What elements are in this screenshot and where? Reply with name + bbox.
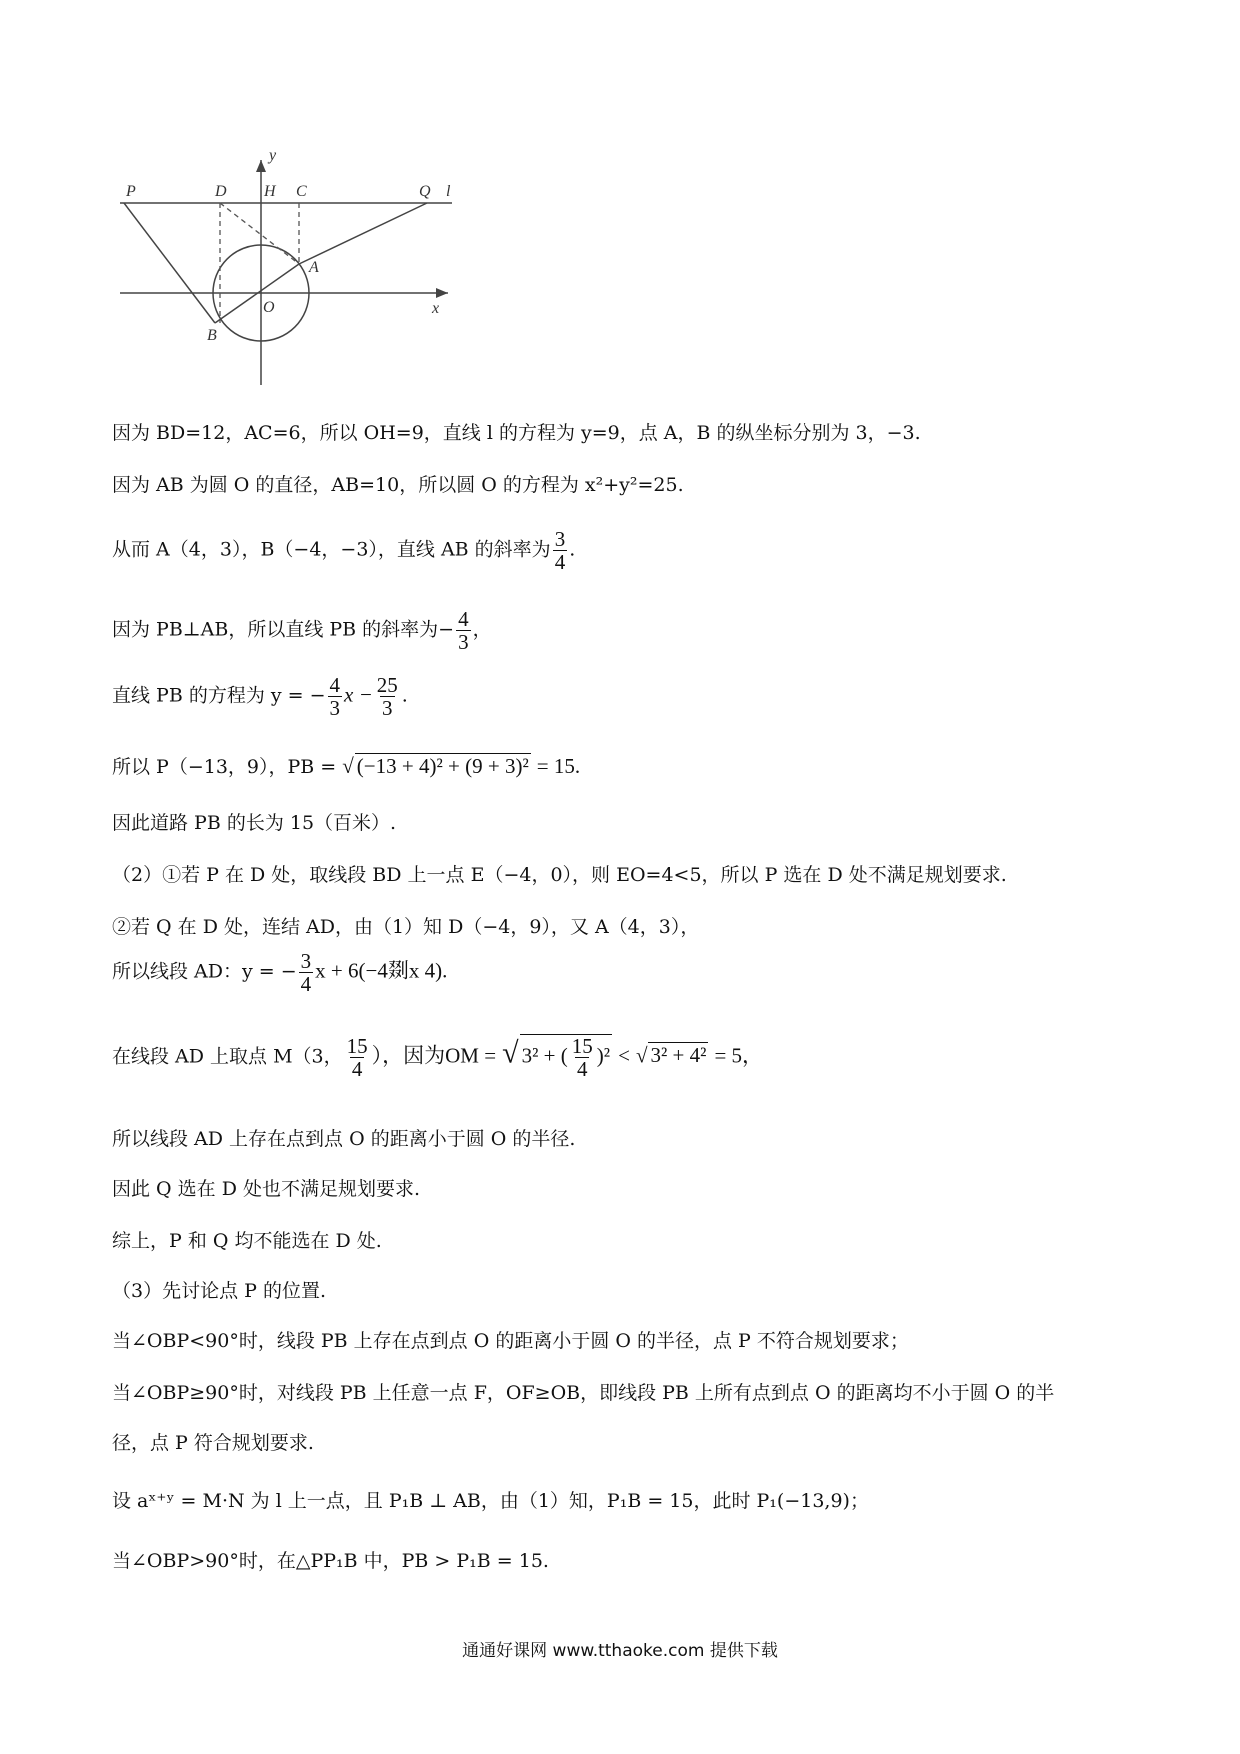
l6-pre: 所以 P（−13，9），PB =	[112, 756, 337, 778]
text-line-18: 径，点 P 符合规划要求.	[112, 1432, 314, 1454]
radical-sign-2: √	[502, 1036, 519, 1070]
l4-pre: 因为 PB⊥AB，所以直线 PB 的斜率为−	[112, 618, 455, 641]
l11-mid: ），因为OM =	[371, 1043, 497, 1068]
label-b: B	[207, 327, 217, 344]
text-line-13: 因此 Q 选在 D 处也不满足规划要求.	[112, 1178, 421, 1200]
text-line-16: 当∠OBP<90°时，线段 PB 上存在点到点 O 的距离小于圆 O 的半径，点 P 不符合规划要求；	[112, 1330, 909, 1352]
text-line-10	[112, 950, 447, 995]
text-line-17: 当∠OBP≥90°时，对线段 PB 上任意一点 F，OF≥OB，即线段 PB 上所有点到点 O 的距离均不小于圆 O 的半	[112, 1382, 1055, 1404]
text-line-9: ②若 Q 在 D 处，连结 AD，由（1）知 D（−4，9），又 A（4，3），	[112, 916, 700, 938]
text-line-3	[112, 528, 575, 573]
text-line-15: （3）先讨论点 P 的位置.	[112, 1280, 326, 1302]
text-line-12: 所以线段 AD 上存在点到点 O 的距离小于圆 O 的半径.	[112, 1128, 576, 1150]
text-line-8: （2）①若 P 在 D 处，取线段 BD 上一点 E（−4，0），则 EO=4<5，所以 P 选在 D 处不满足规划要求.	[112, 864, 1007, 886]
l5-pre: 直线 PB 的方程为 y = −	[112, 684, 326, 707]
label-l: l	[446, 183, 451, 200]
text-line-4	[112, 608, 492, 653]
l6-post: = 15.	[536, 754, 581, 778]
text-line-7: 因此道路 PB 的长为 15（百米）.	[112, 812, 397, 834]
l3-pre: 从而 A（4，3），B（−4，−3），直线 AB 的斜率为	[112, 538, 551, 561]
label-y: y	[269, 147, 277, 164]
label-a: A	[309, 259, 319, 276]
x-axis-arrow	[436, 288, 448, 298]
l11-root: 3² + ( $\frac{15}{4}$ )²	[521, 1034, 611, 1082]
text-line-19: 设 aˣ⁺ʸ = M·N 为 l 上一点，且 P₁B ⊥ AB，由（1）知，P₁B = 15，此时 P₁(−13,9)；	[112, 1490, 869, 1512]
l11-pre: 在线段 AD 上取点 M（3，	[112, 1045, 343, 1068]
l5-post: .	[401, 684, 408, 707]
label-h: H	[264, 183, 276, 200]
segment-pb	[124, 203, 215, 323]
fraction-m: $\frac{15}{4}$	[346, 1033, 368, 1081]
text-line-11	[112, 1034, 763, 1080]
fraction-ad: $\frac{3}{4}$	[300, 949, 312, 997]
text-line-2: 因为 AB 为圆 O 的直径，AB=10，所以圆 O 的方程为 x²+y²=25.	[112, 474, 684, 496]
radical-sign-3: √	[635, 1043, 648, 1068]
l11-root2: 3² + 4²	[650, 1043, 707, 1068]
text-line-1: 因为 BD=12，AC=6，所以 OH=9，直线 l 的方程为 y=9，点 A，B 的纵坐标分别为 3，−3.	[112, 422, 921, 444]
text-line-5	[112, 674, 408, 719]
label-o: O	[263, 299, 275, 316]
text-line-6	[112, 752, 580, 779]
label-c: C	[296, 183, 307, 200]
fraction-in-root: $\frac{15}{4}$	[571, 1034, 593, 1082]
segment-aq	[299, 203, 427, 264]
l10-post: x + 6(−4剟x 4).	[315, 958, 448, 983]
fraction-slope-ab: $\frac{3}{4}$	[554, 527, 566, 575]
fraction-pb-2: $\frac{25}{3}$	[376, 673, 398, 721]
l11-cmp: <	[618, 1043, 630, 1068]
label-x: x	[432, 300, 440, 317]
l5-mid: x −	[344, 682, 373, 707]
fraction-slope-pb: $\frac{4}{3}$	[458, 607, 469, 655]
l6-root: (−13 + 4)² + (9 + 3)²	[356, 754, 529, 778]
l3-post: .	[569, 538, 576, 561]
l10-pre: 所以线段 AD：y = −	[112, 960, 297, 983]
label-d: D	[215, 183, 227, 200]
text-line-20: 当∠OBP>90°时，在△PP₁B 中，PB > P₁B = 15.	[112, 1550, 549, 1572]
label-q: Q	[419, 183, 431, 200]
y-axis-arrow	[256, 160, 266, 172]
l4-post: ，	[472, 618, 492, 641]
footer-download-note: 通通好课网 www.tthaoke.com 提供下载	[462, 1641, 778, 1661]
l11-post: = 5，	[714, 1043, 764, 1068]
radical-sign: √	[342, 754, 354, 778]
text-line-14: 综上，P 和 Q 均不能选在 D 处.	[112, 1230, 382, 1252]
label-p: P	[126, 183, 136, 200]
fraction-pb-1: $\frac{4}{3}$	[329, 673, 341, 721]
geometry-figure	[126, 147, 520, 390]
